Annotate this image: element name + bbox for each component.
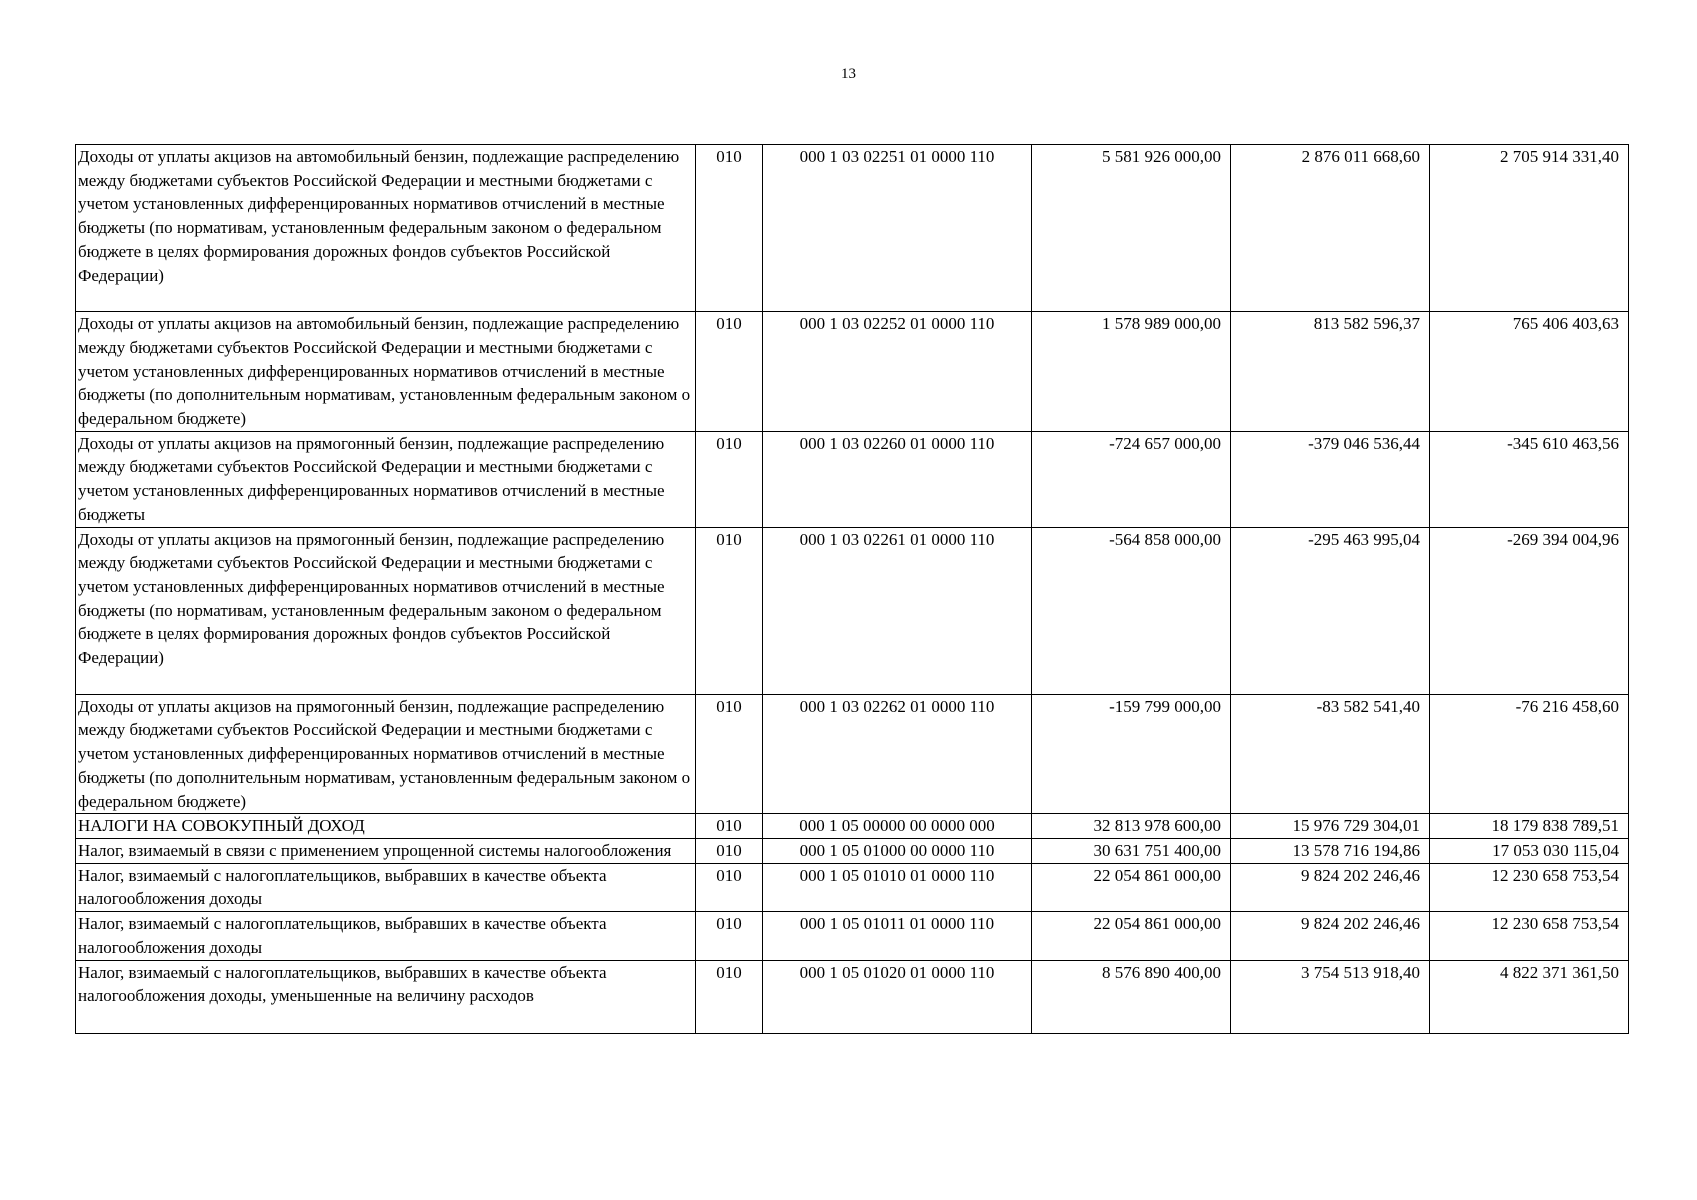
budget-revenue-table: [75, 144, 1629, 1034]
row-approved-cell: 8 576 890 400,00: [1032, 960, 1231, 1033]
row-executed-cell: 3 754 513 918,40: [1231, 960, 1430, 1033]
row-name-cell: Налог, взимаемый с налогоплательщиков, выбравших в качестве объекта налогообложения доходы: [76, 912, 696, 960]
row-remaining-cell: 17 053 030 115,04: [1430, 838, 1629, 863]
row-remaining-cell: 12 230 658 753,54: [1430, 863, 1629, 911]
row-executed-cell: 813 582 596,37: [1231, 312, 1430, 432]
row-remaining-cell: 765 406 403,63: [1430, 312, 1629, 432]
row-approved-cell: 32 813 978 600,00: [1032, 814, 1231, 839]
row-executed-cell: 2 876 011 668,60: [1231, 145, 1430, 312]
row-classification-code-cell: 000 1 05 01011 01 0000 110: [763, 912, 1032, 960]
row-approved-cell: 22 054 861 000,00: [1032, 863, 1231, 911]
row-classification-code-cell: 000 1 03 02251 01 0000 110: [763, 145, 1032, 312]
row-approved-cell: 22 054 861 000,00: [1032, 912, 1231, 960]
row-classification-code-cell: 000 1 03 02260 01 0000 110: [763, 431, 1032, 527]
row-remaining-cell: -269 394 004,96: [1430, 527, 1629, 694]
row-classification-code-cell: 000 1 03 02262 01 0000 110: [763, 694, 1032, 814]
row-approved-cell: 5 581 926 000,00: [1032, 145, 1231, 312]
row-line-code-cell: 010: [696, 814, 763, 839]
row-name-cell: Доходы от уплаты акцизов на автомобильный бензин, подлежащие распределению между бюджетами субъектов Российской Федерации и местными бюджетами с учетом установленных дифференцированных нормативов отчислений в местные бюджеты (по дополнительным нормативам, установленным федеральным законом о федеральном бюджете): [76, 312, 696, 432]
row-line-code-cell: 010: [696, 912, 763, 960]
table-row: [76, 431, 1629, 527]
table-row: [76, 863, 1629, 911]
row-name-cell: Налог, взимаемый с налогоплательщиков, выбравших в качестве объекта налогообложения доходы, уменьшенные на величину расходов: [76, 960, 696, 1033]
row-name-cell: Доходы от уплаты акцизов на прямогонный бензин, подлежащие распределению между бюджетами субъектов Российской Федерации и местными бюджетами с учетом установленных дифференцированных нормативов отчислений в местные бюджеты (по дополнительным нормативам, установленным федеральным законом о федеральном бюджете): [76, 694, 696, 814]
table-row: [76, 527, 1629, 694]
row-remaining-cell: -345 610 463,56: [1430, 431, 1629, 527]
row-approved-cell: -564 858 000,00: [1032, 527, 1231, 694]
table-row: [76, 960, 1629, 1033]
row-name-cell: Налог, взимаемый в связи с применением упрощенной системы налогообложения: [76, 838, 696, 863]
row-executed-cell: -295 463 995,04: [1231, 527, 1430, 694]
row-line-code-cell: 010: [696, 312, 763, 432]
row-remaining-cell: 2 705 914 331,40: [1430, 145, 1629, 312]
row-classification-code-cell: 000 1 05 01020 01 0000 110: [763, 960, 1032, 1033]
row-approved-cell: 30 631 751 400,00: [1032, 838, 1231, 863]
row-executed-cell: -83 582 541,40: [1231, 694, 1430, 814]
row-classification-code-cell: 000 1 05 01010 01 0000 110: [763, 863, 1032, 911]
table-row: [76, 838, 1629, 863]
table-row-section-header: [76, 814, 1629, 839]
row-name-cell: НАЛОГИ НА СОВОКУПНЫЙ ДОХОД: [76, 814, 696, 839]
row-name-cell: Доходы от уплаты акцизов на автомобильный бензин, подлежащие распределению между бюджетами субъектов Российской Федерации и местными бюджетами с учетом установленных дифференцированных нормативов отчислений в местные бюджеты (по нормативам, установленным федеральным законом о федеральном бюджете в целях формирования дорожных фондов субъектов Российской Федерации): [76, 145, 696, 312]
row-line-code-cell: 010: [696, 838, 763, 863]
row-classification-code-cell: 000 1 05 01000 00 0000 110: [763, 838, 1032, 863]
row-line-code-cell: 010: [696, 863, 763, 911]
table-row: [76, 145, 1629, 312]
row-line-code-cell: 010: [696, 431, 763, 527]
row-executed-cell: 13 578 716 194,86: [1231, 838, 1430, 863]
row-name-cell: Доходы от уплаты акцизов на прямогонный бензин, подлежащие распределению между бюджетами субъектов Российской Федерации и местными бюджетами с учетом установленных дифференцированных нормативов отчислений в местные бюджеты: [76, 431, 696, 527]
table-row: [76, 912, 1629, 960]
row-executed-cell: 9 824 202 246,46: [1231, 912, 1430, 960]
row-line-code-cell: 010: [696, 694, 763, 814]
row-executed-cell: 15 976 729 304,01: [1231, 814, 1430, 839]
row-classification-code-cell: 000 1 03 02252 01 0000 110: [763, 312, 1032, 432]
table-row: [76, 312, 1629, 432]
page-number: 13: [841, 66, 856, 82]
row-approved-cell: -724 657 000,00: [1032, 431, 1231, 527]
table-row: [76, 694, 1629, 814]
row-line-code-cell: 010: [696, 960, 763, 1033]
row-line-code-cell: 010: [696, 145, 763, 312]
row-name-cell: Доходы от уплаты акцизов на прямогонный бензин, подлежащие распределению между бюджетами субъектов Российской Федерации и местными бюджетами с учетом установленных дифференцированных нормативов отчислений в местные бюджеты (по нормативам, установленным федеральным законом о федеральном бюджете в целях формирования дорожных фондов субъектов Российской Федерации): [76, 527, 696, 694]
row-approved-cell: 1 578 989 000,00: [1032, 312, 1231, 432]
row-approved-cell: -159 799 000,00: [1032, 694, 1231, 814]
row-classification-code-cell: 000 1 05 00000 00 0000 000: [763, 814, 1032, 839]
row-remaining-cell: 4 822 371 361,50: [1430, 960, 1629, 1033]
row-line-code-cell: 010: [696, 527, 763, 694]
row-executed-cell: 9 824 202 246,46: [1231, 863, 1430, 911]
row-remaining-cell: -76 216 458,60: [1430, 694, 1629, 814]
row-remaining-cell: 12 230 658 753,54: [1430, 912, 1629, 960]
row-executed-cell: -379 046 536,44: [1231, 431, 1430, 527]
row-remaining-cell: 18 179 838 789,51: [1430, 814, 1629, 839]
row-classification-code-cell: 000 1 03 02261 01 0000 110: [763, 527, 1032, 694]
row-name-cell: Налог, взимаемый с налогоплательщиков, выбравших в качестве объекта налогообложения доходы: [76, 863, 696, 911]
